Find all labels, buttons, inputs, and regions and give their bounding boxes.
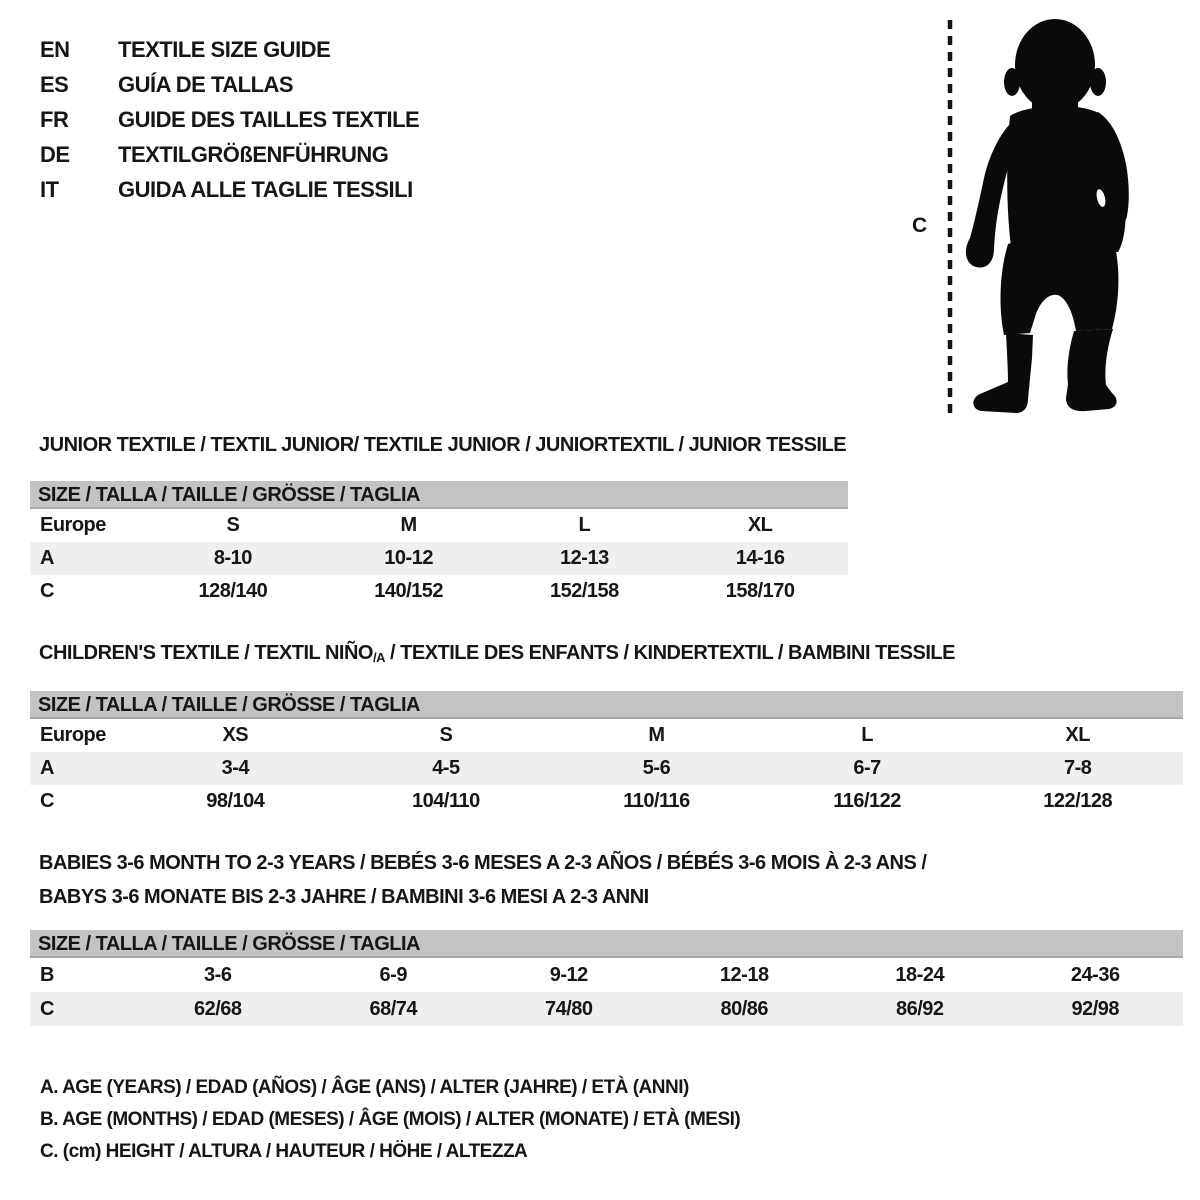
toddler-shape bbox=[966, 19, 1129, 413]
children-size-table bbox=[30, 691, 1183, 818]
lang-code: IT bbox=[40, 176, 59, 202]
row-label: A bbox=[40, 757, 54, 779]
cell-value: 12-13 bbox=[560, 547, 609, 569]
size-header-band: SIZE / TALLA / TAILLE / GRÖSSE / TAGLIA bbox=[30, 481, 848, 509]
lang-code: DE bbox=[40, 141, 70, 167]
cell-value: 7-8 bbox=[1063, 757, 1092, 779]
lang-row-de bbox=[40, 137, 419, 172]
lang-code: ES bbox=[40, 71, 69, 97]
legend-line-b: B. AGE (MONTHS) / EDAD (MESES) / ÂGE (MOIS) / ALTER (MONATE) / ETÀ (MESI) bbox=[40, 1109, 741, 1130]
cell-value: 104/110 bbox=[412, 790, 480, 812]
cell-value: 80/86 bbox=[720, 997, 769, 1020]
cell-value: 6-9 bbox=[379, 963, 407, 986]
children-title-main: CHILDREN'S TEXTILE / TEXTIL NIÑO bbox=[39, 642, 373, 664]
cell-value: 14-16 bbox=[735, 547, 785, 569]
table-row-age bbox=[30, 752, 1183, 785]
cell-value: 18-24 bbox=[895, 963, 945, 986]
col-header: XL bbox=[1065, 724, 1090, 746]
cell-value: 98/104 bbox=[206, 790, 265, 812]
row-label: B bbox=[40, 963, 54, 986]
cell-value: 9-12 bbox=[549, 963, 588, 986]
row-label: A bbox=[40, 547, 54, 569]
lang-title: TEXTILE SIZE GUIDE bbox=[118, 36, 331, 62]
legend-line-a: A. AGE (YEARS) / EDAD (AÑOS) / ÂGE (ANS) / ALTER (JAHRE) / ETÀ (ANNI) bbox=[40, 1077, 689, 1098]
table-row-height bbox=[30, 785, 1183, 818]
row-label: C bbox=[40, 997, 54, 1020]
children-section-title bbox=[39, 642, 955, 665]
cell-value: 152/158 bbox=[549, 580, 619, 602]
table-row-age bbox=[30, 542, 848, 575]
junior-size-table bbox=[30, 481, 848, 608]
lang-row-it bbox=[40, 172, 419, 207]
cell-value: 12-18 bbox=[719, 963, 769, 986]
babies-size-table bbox=[30, 930, 1183, 1026]
col-header: L bbox=[578, 514, 591, 536]
legend-line-c: C. (cm) HEIGHT / ALTURA / HAUTEUR / HÖHE / ALTEZZA bbox=[40, 1141, 528, 1162]
table-row-height bbox=[30, 992, 1183, 1026]
table-row-height bbox=[30, 575, 848, 608]
row-label: C bbox=[40, 580, 54, 602]
cell-value: 3-6 bbox=[204, 963, 232, 986]
cell-value: 86/92 bbox=[895, 997, 944, 1020]
col-header: M bbox=[648, 724, 665, 746]
size-header-band: SIZE / TALLA / TAILLE / GRÖSSE / TAGLIA bbox=[30, 691, 1183, 719]
children-title-sub: /A bbox=[372, 650, 385, 665]
cell-value: 128/140 bbox=[198, 580, 268, 602]
col-header: M bbox=[400, 514, 417, 536]
lang-title: GUÍA DE TALLAS bbox=[118, 71, 294, 97]
row-label: C bbox=[40, 790, 54, 812]
col-header: XL bbox=[747, 514, 773, 536]
table-row-age-months bbox=[30, 958, 1183, 992]
cell-value: 5-6 bbox=[642, 757, 671, 779]
region-label: Europe bbox=[40, 724, 106, 746]
cell-value: 8-10 bbox=[213, 547, 252, 569]
junior-section-title: JUNIOR TEXTILE / TEXTIL JUNIOR/ TEXTILE JUNIOR / JUNIORTEXTIL / JUNIOR TESSILE bbox=[39, 434, 847, 456]
babies-section-title-line1: BABIES 3-6 MONTH TO 2-3 YEARS / BEBÉS 3-6 MESES A 2-3 AÑOS / BÉBÉS 3-6 MOIS À 2-3 ANS / bbox=[39, 852, 927, 874]
babies-section-title-line2: BABYS 3-6 MONATE BIS 2-3 JAHRE / BAMBINI 3-6 MESI A 2-3 ANNI bbox=[39, 886, 649, 908]
language-legend bbox=[40, 32, 419, 207]
cell-value: 24-36 bbox=[1070, 963, 1120, 986]
cell-value: 6-7 bbox=[853, 757, 881, 779]
lang-row-fr bbox=[40, 102, 419, 137]
col-header: XS bbox=[222, 724, 249, 746]
cell-value: 3-4 bbox=[221, 757, 249, 779]
height-measure-label: C bbox=[912, 214, 928, 237]
cell-value: 116/122 bbox=[833, 790, 901, 812]
lang-code: EN bbox=[40, 36, 70, 62]
cell-value: 74/80 bbox=[544, 997, 593, 1020]
region-label: Europe bbox=[40, 514, 106, 536]
cell-value: 62/68 bbox=[193, 997, 242, 1020]
cell-value: 140/152 bbox=[374, 580, 444, 602]
size-header-band: SIZE / TALLA / TAILLE / GRÖSSE / TAGLIA bbox=[30, 930, 1183, 958]
cell-value: 10-12 bbox=[384, 547, 433, 569]
col-header: L bbox=[861, 724, 873, 746]
children-title-rest: / TEXTILE DES ENFANTS / KINDERTEXTIL / BAMBINI TESSILE bbox=[384, 642, 955, 664]
cell-value: 110/116 bbox=[623, 790, 690, 812]
col-header: S bbox=[439, 724, 453, 746]
lang-row-es bbox=[40, 67, 419, 102]
cell-value: 92/98 bbox=[1071, 997, 1120, 1020]
table-row-region bbox=[30, 719, 1183, 752]
col-header: S bbox=[226, 514, 240, 536]
cell-value: 68/74 bbox=[369, 997, 418, 1020]
legend-notes bbox=[40, 1072, 740, 1168]
toddler-silhouette bbox=[938, 14, 1153, 420]
lang-title: GUIDA ALLE TAGLIE TESSILI bbox=[118, 176, 413, 202]
lang-code: FR bbox=[40, 106, 69, 132]
cell-value: 4-5 bbox=[432, 757, 460, 779]
cell-value: 122/128 bbox=[1043, 790, 1113, 812]
lang-row-en bbox=[40, 32, 419, 67]
lang-title: GUIDE DES TAILLES TEXTILE bbox=[118, 106, 420, 132]
table-row-region bbox=[30, 509, 848, 542]
lang-title: TEXTILGRÖßENFÜHRUNG bbox=[118, 141, 389, 167]
cell-value: 158/170 bbox=[725, 580, 795, 602]
